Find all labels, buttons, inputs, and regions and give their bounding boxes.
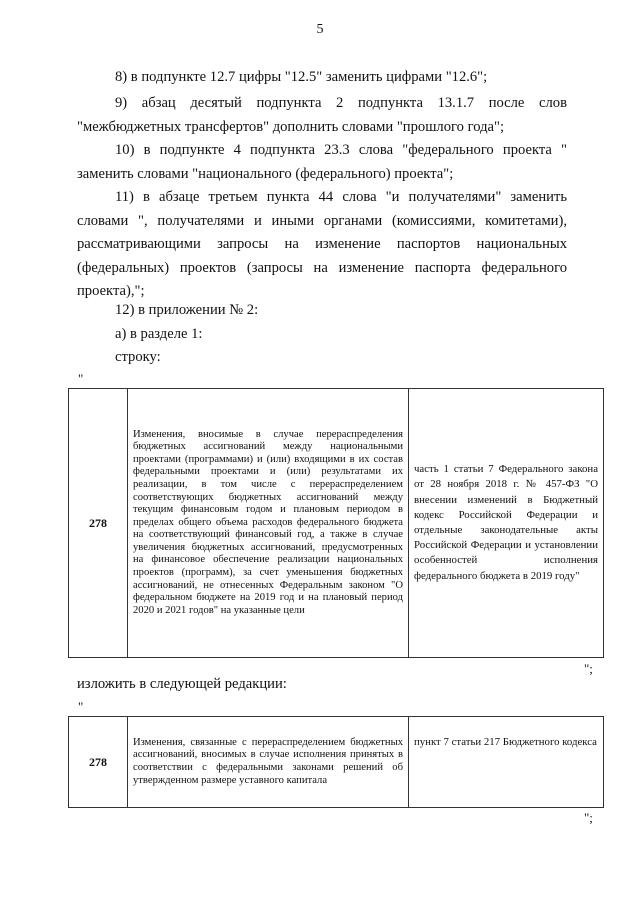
table-row bbox=[69, 717, 604, 808]
old-row-table bbox=[68, 388, 604, 658]
replace-instruction: изложить в следующей редакции: bbox=[77, 676, 287, 692]
open-quote-mark: " bbox=[78, 371, 84, 386]
description-cell: Изменения, связанные с перераспределением бюджетных ассигнований, вносимых в случае исполнения принятых в соответствии с федеральными законами решений об утвержденном размере уставного капитала bbox=[128, 717, 409, 808]
close-quote-mark: "; bbox=[584, 661, 593, 676]
reference-cell: часть 1 статьи 7 Федерального закона от 28 ноября 2018 г. № 457-ФЗ "О внесении изменений в Бюджетный кодекс Российской Федерации и отдельные законодательные акты Российской Федерации и установлении особенностей исполнения федерального бюджета в 2019 году" bbox=[409, 389, 604, 658]
close-quote-mark: "; bbox=[584, 810, 593, 825]
paragraph-subitem-a: а) в разделе 1: bbox=[115, 326, 203, 342]
row-number-cell: 278 bbox=[69, 717, 128, 808]
open-quote-mark: " bbox=[78, 699, 84, 714]
paragraph-item-8: 8) в подпункте 12.7 цифры "12.5" заменить цифрами "12.6"; bbox=[115, 69, 488, 85]
paragraph-item-11: 11) в абзаце третьем пункта 44 слова "и получателями" заменить словами ", получателями и иными органами (комиссиями, комитетами), рассматривающими запросы на изменение паспортов национальных (федеральных) проектов (запросы на изменение паспорта федерального проекта),"; bbox=[77, 189, 567, 299]
reference-cell: пункт 7 статьи 217 Бюджетного кодекса bbox=[409, 717, 604, 808]
page-number: 5 bbox=[316, 22, 324, 37]
paragraph-item-10: 10) в подпункте 4 подпункта 23.3 слова "федерального проекта " заменить словами "национального (федерального) проекта"; bbox=[77, 142, 567, 182]
new-row-table bbox=[68, 716, 604, 808]
paragraph-row-label: строку: bbox=[115, 349, 161, 365]
description-cell: Изменения, вносимые в случае перераспределения бюджетных ассигнований между национальными проектами (программами) и (или) входящими в их состав федеральными проектами и (или) результатами их реализации, в том числе с перераспределением соответствующих бюджетных ассигнований между текущим финансовым годом и плановым периодом в пределах общего объема расходов федерального бюджета на соответствующий финансовый год, а также в случае увеличения бюджетных ассигнований, предусмотренных на финансовое обеспечение реализации национальных проектов (программ), за счет уменьшения бюджетных ассигнований, не отнесенных Федеральным законом "О федеральном бюджете на 2019 год и на плановый период 2020 и 2021 годов" на указанные цели bbox=[128, 389, 409, 658]
table-row bbox=[69, 389, 604, 658]
paragraph-item-12: 12) в приложении № 2: bbox=[115, 302, 259, 318]
paragraph-item-9: 9) абзац десятый подпункта 2 подпункта 13.1.7 после слов "межбюджетных трансфертов" дополнить словами "прошлого года"; bbox=[77, 95, 567, 135]
row-number-cell: 278 bbox=[69, 389, 128, 658]
